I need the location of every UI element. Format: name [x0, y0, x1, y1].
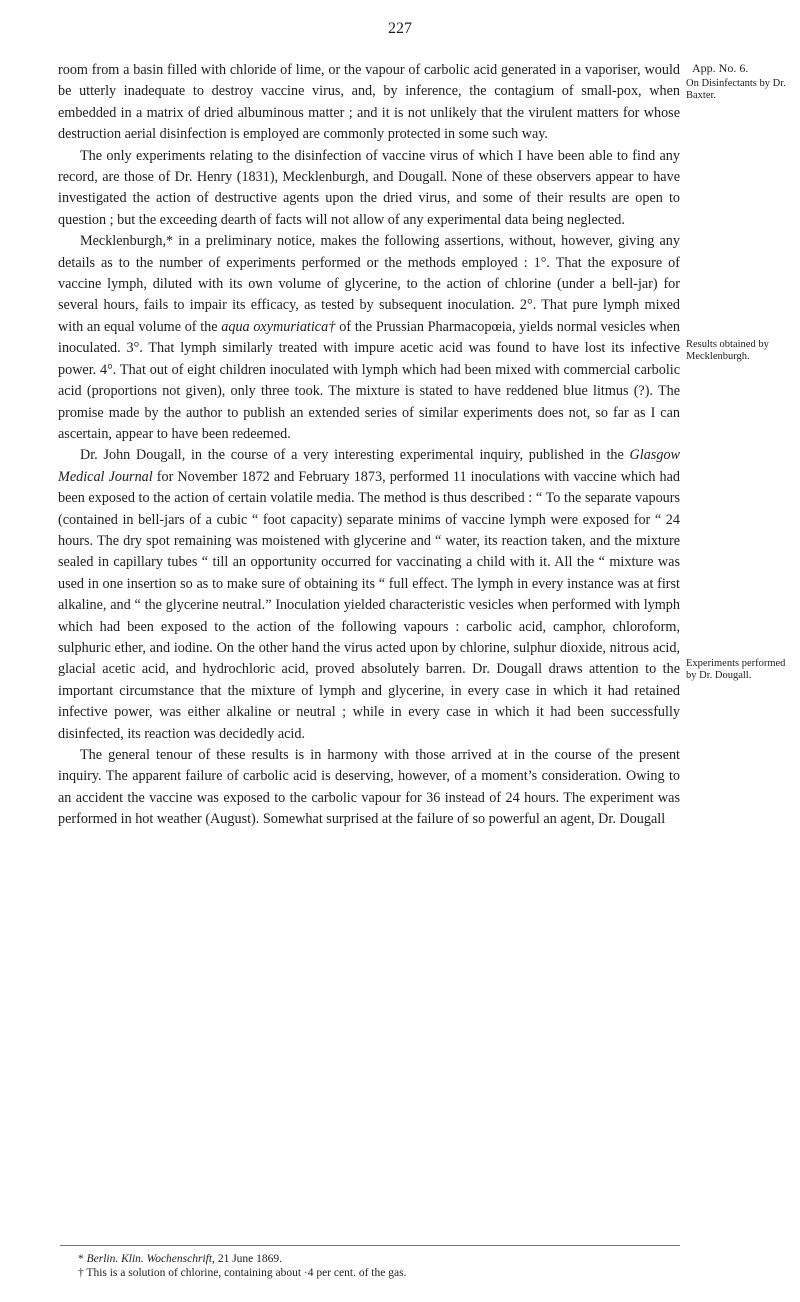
footnote-star — [60, 1252, 680, 1266]
margin-note-disinfectants: On Disinfectants by Dr. Baxter. — [686, 78, 786, 101]
margin-note-mecklenburgh: Results obtained by Mecklenburgh. — [686, 339, 769, 362]
margin-note-dougall: Experiments performed by Dr. Dougall. — [686, 658, 786, 681]
paragraph-5: The general tenour of these results is in harmony with those arrived at in the course of the present inquiry. The apparent failure of carbolic acid is deserving, however, of a moment’s consideration. Owing to an accident the vaccine was exposed to the carbolic vapour for 36 instead of 24 hours. The experiment was performed in hot weather (August). Somewhat surprised at the failure of so powerful an agent, Dr. Dougall — [58, 747, 680, 828]
paragraph-4-part-2: for November 1872 and February 1873, performed 11 inoculations with vaccine which had been exposed to the action of certain volatile media. The method is thus described : — [58, 468, 681, 507]
footnote-star-source: Berlin. Klin. Wochenschrift, — [86, 1253, 215, 1265]
body-text — [58, 60, 680, 831]
paragraph-3 — [58, 231, 680, 445]
footnote-dagger: † This is a solution of chlorine, containing about ·4 per cent. of the gas. — [78, 1267, 407, 1279]
paragraph-3-part-1: Mecklenburgh,* in a preliminary notice, makes the following assertions, without, however, giving any details as to the number of experiments performed or the methods employed : 1°. That the exposure of vaccine lymph, diluted with its own volume of glycerine, to the action of chlorine (under a bell-jar) for several hours, fails to impair its efficacy, as tested by subsequent inoculation. 2°. That pure lymph mixed with an equal volume of the — [58, 233, 680, 335]
page-number: 227 — [388, 20, 412, 37]
footnotes — [60, 1245, 680, 1280]
footnote-star-mark: * — [78, 1253, 84, 1265]
paragraph-2: The only experiments relating to the disinfection of vaccine virus of which I have been able to find any record, are those of Dr. Henry (1831), Mecklenburgh, and Dougall. None of these observers appear to have investigated the action of destructive agents upon the dried virus, and some of their results are open to question ; but the exceeding dearth of facts will not allow of any experimental data being neglected. — [58, 147, 680, 228]
paragraph-1: room from a basin filled with chloride of lime, or the vapour of carbolic acid generated in a vaporiser, would be utterly inadequate to destroy vaccine virus, and, by inference, the contagium of small-pox, when embedded in a matrix of dried albuminous matter ; and it is not unlikely that the virulent matters for whose destruction aerial disinfection is employed are commonly protected in some such way. — [58, 62, 680, 143]
appendix-label: App. No. 6. — [692, 61, 749, 75]
footnote-star-date: 21 June 1869. — [217, 1253, 283, 1265]
dougall-quote: “ To the separate vapours (contained in bell-jars of a cubic “ foot capacity) separate minims of vaccine lymph were exposed for “ 24 hours. The dry spot remaining was moistened with glycerine and “ water, its reaction taken, and the mixture sealed in capillary tubes “ till an opportunity occurred for vaccinating a child with it. All the “ mixture was used in one insertion so as to make sure of obtaining its “ full effect. The lymph in every instance was at first alkaline, and “ the glycerine neutral.” — [58, 490, 681, 614]
paragraph-3-part-2: of the Prussian Pharmacopœia, yields normal vesicles when inoculated. 3°. That lymph similarly treated with impure acetic acid was found to have lost its infective power. 4°. That out of eight children inoculated with lymph which had been mixed with commercial carbolic acid (proportions not given), only three took. The mixture is stated to have reddened blue litmus (?). The promise made by the author to publish an extended series of similar experiments does not, so far as I can ascertain, appear to have been redeemed. — [58, 318, 681, 442]
paragraph-4-part-1: Dr. John Dougall, in the course of a very interesting experimental inquiry, published in the — [80, 447, 624, 464]
paragraph-4 — [58, 445, 680, 745]
journal-title: Glasgow Medical Journal — [58, 447, 680, 485]
paragraph-4-part-3: Inoculation yielded characteristic vesicles when performed with lymph which had been exposed to the action of the following vapours : carbolic acid, camphor, chloroform, sulphuric ether, and iodine. On the other hand the virus acted upon by chlorine, sulphur dioxide, nitrous acid, glacial acetic acid, and hydrochloric acid, proved absolutely barren. Dr. Dougall draws attention to the important circumstance that the mixture of lymph and glycerine, in every case in which it had retained infective power, was either alkaline or neutral ; while in every case in which it had been successfully disinfected, its reaction was decidedly acid. — [58, 597, 680, 742]
aqua-oxymuriatica: aqua oxymuriatica† — [221, 318, 336, 335]
